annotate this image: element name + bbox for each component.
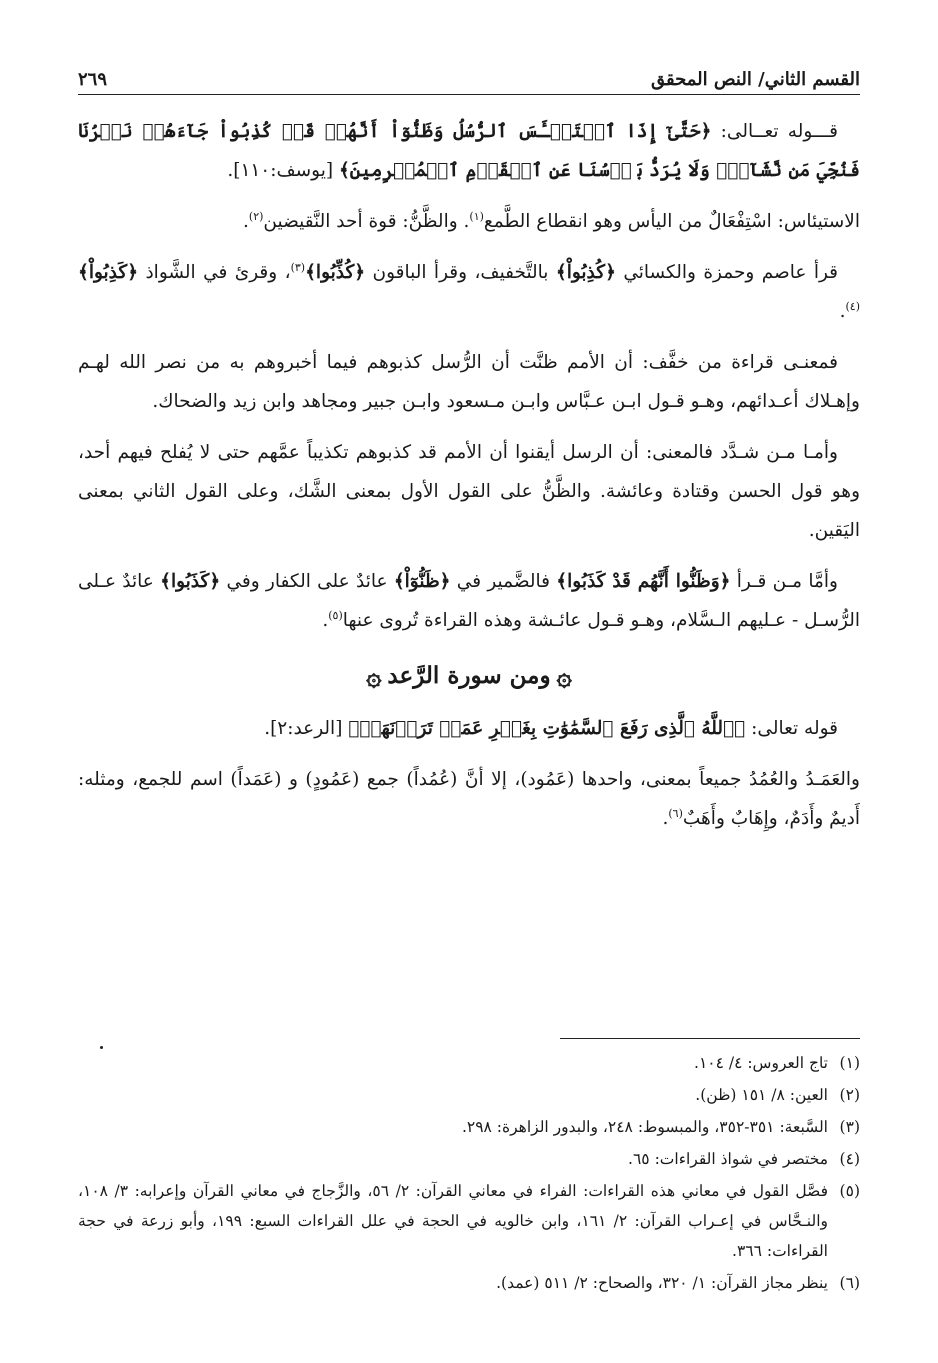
text-run: عائدٌ عـلى الرُّسـل - عـليهم الـسَّلام، وهـو قـول عائـشة وهذه القراءة تُروى عنها [78, 571, 860, 631]
text-run: . والظَّنُّ: قوة أحد النَّقيضين [263, 211, 470, 232]
footnote-number: (١) [839, 1054, 860, 1072]
paragraphs-group-2 [78, 709, 860, 838]
footnote-separator [560, 1038, 860, 1039]
footnote-text: ينظر مجاز القرآن: ١/ ٣٢٠، والصحاح: ٢/ ٥١١ (عمد). [496, 1274, 828, 1292]
text-run: وأمـا مـن شـدَّد فالمعنى: أن الرسل أيقنوا أن الأمم قد كذبوهم تكذيباً عمَّهم حتى لا يُفلح فيهم أحد، وهو قول الحسن وقتادة وعائشة. والظَّنُّ على القول الأول بمعنى الشَّك، وعلى القول الثاني بمعنى اليَقين. [78, 442, 860, 541]
page-body [78, 112, 860, 850]
quran-quote: ﴿كَذَبُوا﴾ [160, 571, 221, 592]
footnote-number: (٦) [839, 1274, 860, 1292]
text-run: . [839, 301, 846, 322]
text-run: عائدٌ على الكفار وفي [220, 571, 394, 592]
text-run: قرأ عاصم وحمزة والكسائي [615, 262, 839, 283]
quran-quote: ﴿كَذِبُواْ﴾ [78, 262, 139, 283]
text-run: قوله تعالى: [745, 718, 838, 739]
footnote [78, 1144, 860, 1174]
footnote-ref[interactable]: (٥) [328, 608, 343, 622]
text-run: فالضَّمير في [450, 571, 557, 592]
quran-quote: ﴿كُذِبُواْ﴾ [555, 262, 616, 283]
text-run: [الرعد:٢]. [264, 718, 349, 739]
paragraph-p2 [78, 202, 860, 241]
footnote [78, 1176, 860, 1266]
footnote [78, 1080, 860, 1110]
footnote-text: السَّبعة: ٣٥١-٣٥٢، والمبسوط: ٢٤٨، والبدور الزاهرة: ٢٩٨. [461, 1118, 828, 1136]
footnote-ref[interactable]: (١) [469, 209, 484, 223]
quran-quote: ﴿كُذِّبُوا﴾ [305, 262, 366, 283]
footnote-text: العين: ٨/ ١٥١ (ظن). [695, 1086, 828, 1104]
footnote-ref[interactable]: (٤) [845, 299, 860, 313]
footnote-number: (٥) [839, 1182, 860, 1200]
text-run: قـــوله تعــالى: [711, 121, 838, 142]
footnote-number: (٢) [839, 1086, 860, 1104]
paragraph-p3 [78, 253, 860, 331]
footnote-text: تاج العروس: ٤/ ١٠٤. [694, 1054, 828, 1072]
footnote [78, 1048, 860, 1078]
footnote-number: (٣) [839, 1118, 860, 1136]
text-run: والعَمَـدُ والعُمُدُ جميعاً بمعنى، واحدها (عَمُود)، إلا أنَّ (عُمُداً) جمع (عَمُودٍ) و (عَمَداً) اسم للجمع، ومثله: أَديمٌ وأَدَمٌ، وإِهَابٌ وأَهَبٌ [78, 769, 860, 829]
running-title: القسم الثاني/ النص المحقق [650, 69, 860, 90]
quran-quote: ﴿حَتَّىٰٓ إِذَا ٱسۡتَيۡـَٔسَ ٱلرُّسُلُ وَظَنُّوٓاْ أَنَّهُمۡ قَدۡ كُذِبُواْ جَآءَهُمۡ نَصۡرُنَا فَنُجِّيَ مَن نَّشَآءُۖ وَلَا يُرَدُّ بَأۡسُنَا عَنِ ٱلۡقَوۡمِ ٱلۡمُجۡرِمِينَ﴾ [78, 121, 860, 181]
page-number: ٢٦٩ [78, 69, 108, 90]
footnote-text: فصَّل القول في معاني هذه القراءات: الفراء في معاني القرآن: ٢/ ٥٦، والزَّجاج في معاني القرآن وإعرابه: ٣/ ١٠٨، والنـحَّاس في إعـراب القرآن: ٢/ ١٦١، وابن خالويه في الحجة في علل القراءات السبع: ١٩٩، وأبو زرعة في حجة القراءات: ٣٦٦. [78, 1182, 829, 1260]
text-run: بالتَّخفيف، وقرأ الباقون [365, 262, 556, 283]
paragraph-p7 [78, 709, 860, 748]
paragraph-p1 [78, 112, 860, 190]
text-run: [يوسف:١١٠]. [227, 160, 339, 181]
footnote-text: مختصر في شواذ القراءات: ٦٥. [628, 1150, 828, 1168]
paragraph-p8 [78, 760, 860, 838]
paragraph-p5 [78, 433, 860, 550]
text-run: الاستيئاس: اسْتِفْعَالٌ من اليأس وهو انقطاع الطَّمع [483, 211, 860, 232]
footnote-ref[interactable]: (٦) [668, 806, 683, 820]
quran-quote: ﴿ٱللَّهُ ٱلَّذِى رَفَعَ ٱلسَّمَٰوَٰتِ بِغَيۡرِ عَمَدٖ تَرَوۡنَهَاۖ﴾ [348, 718, 746, 739]
text-run: . [322, 610, 329, 631]
footnote [78, 1268, 860, 1298]
text-run: . [243, 211, 249, 232]
ornament-right-icon: ۞ [556, 662, 572, 692]
ornament-left-icon: ۞ [366, 662, 382, 692]
quran-quote: ﴿ظَنُّوٓاْ﴾ [393, 571, 451, 592]
text-run: ، وقرئ في الشَّواذ [138, 262, 291, 283]
book-page [78, 0, 860, 1363]
section-heading [78, 654, 860, 699]
footnote-ref[interactable]: (٢) [248, 209, 264, 223]
footnote-number: (٤) [839, 1150, 860, 1168]
paragraph-p4 [78, 343, 860, 421]
quran-quote: ﴿وَظَنُّوا أَنَّهُم قَدْ كَذَبُوا﴾ [556, 571, 731, 592]
text-run: . [662, 808, 669, 829]
text-run: فمعنـى قراءة من خفَّف: أن الأمم ظنَّت أن الرُّسل كذبوهم فيما أخبروهم به من نصر الله لهـم وإهـلاك أعـدائهم، وهـو قـول ابـن عـبَّاس وابـن مـسعود وابـن جبير ومجاهد وابن زيد والضحاك. [78, 352, 860, 412]
footnote-ref[interactable]: (٣) [290, 260, 306, 274]
footnote [78, 1112, 860, 1142]
page-header [78, 60, 860, 95]
text-run: وأمَّا مـن قـرأ [730, 571, 838, 592]
paragraph-p6 [78, 562, 860, 640]
footnotes [78, 1048, 860, 1300]
heading-text: ومن سورة الرَّعد [387, 662, 551, 689]
paragraphs-group-1 [78, 112, 860, 640]
